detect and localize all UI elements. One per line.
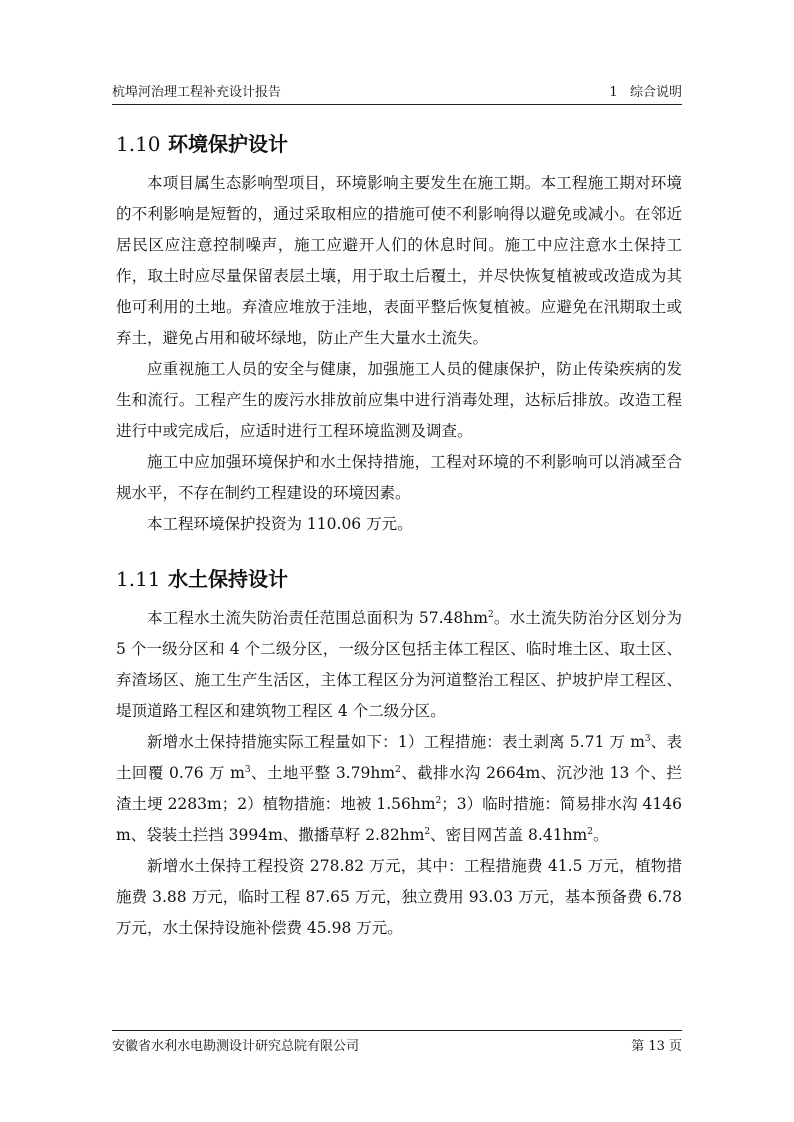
section-heading [116,565,682,593]
header-chapter: 1 综合说明 [609,85,682,100]
section-soil-conservation [116,565,682,944]
page-header [112,78,682,105]
paragraph: 应重视施工人员的安全与健康，加强施工人员的健康保护，防止传染疾病的发生和流行。工程产生的废污水排放前应集中进行消毒处理，达标后排放。改造工程进行中或完成后，应适时进行工程环境监测及调查。 [116,360,682,440]
paragraph: 施工中应加强环境保护和水土保持措施，工程对环境的不利影响可以消减至合规水平，不存在制约工程建设的环境因素。 [116,453,682,502]
section-title: 环境保护设计 [168,132,288,156]
section-environmental-protection [116,130,682,540]
footer-company: 安徽省水利水电勘测设计研究总院有限公司 [112,1039,360,1054]
paragraph: 本项目属生态影响型项目，环境影响主要发生在施工期。本工程施工期对环境的不利影响是短暂的，通过采取相应的措施可使不利影响得以避免或减小。在邻近居民区应注意控制噪声，施工应避开人们的休息时间。施工中应注意水土保持工作，取土时应尽量保留表层土壤，用于取土后覆土，并尽快恢复植被或改造成为其他可利用的土地。弃渣应堆放于洼地，表面平整后恢复植被。应避免在汛期取土或弃土，避免占用和破坏绿地，防止产生大量水土流失。 [116,174,682,347]
page-footer [112,1030,682,1054]
page-number: 第 13 页 [631,1039,682,1054]
section-heading [116,130,682,158]
paragraph: 新增水土保持工程投资 278.82 万元，其中：工程措施费 41.5 万元，植物措施费 3.88 万元，临时工程 87.65 万元，独立费用 93.03 万元，基本预备费 6.78 万元，水土保持设施补偿费 45.98 万元。 [116,857,682,937]
paragraph: 本工程水土流失防治责任范围总面积为 $57.48hm^2$。水土流失防治分区划分为 5 个一级分区和 4 个二级分区，一级分区包括主体工程区、临时堆土区、取土区、弃渣场区、施工生产生活区，主体工程区分为河道整治工程区、护坡护岸工程区、堤顶道路工程区和建筑物工程区 4 个二级分区。 [116,609,682,720]
header-document-title: 杭埠河治理工程补充设计报告 [112,85,282,100]
section-number: 1.10 [116,132,161,156]
paragraph: 新增水土保持措施实际工程量如下：1）工程措施：表土剥离 5.71 万 $m^3$、表土回覆 0.76 万 $m^3$、土地平整 $3.79hm^2$、截排水沟 2664m、沉沙池 13 个、拦渣土埂 2283m；2）植物措施：地被 $1.56hm^2$；3）临时措施：简易排水沟 4146m、袋装土拦挡 3994m、撒播草籽 $2.82hm^2$、密目网苫盖 $8.41hm^2$。 [116,733,682,844]
paragraph: 本工程环境保护投资为 110.06 万元。 [147,515,413,533]
section-title: 水土保持设计 [168,567,288,591]
section-number: 1.11 [116,567,161,591]
